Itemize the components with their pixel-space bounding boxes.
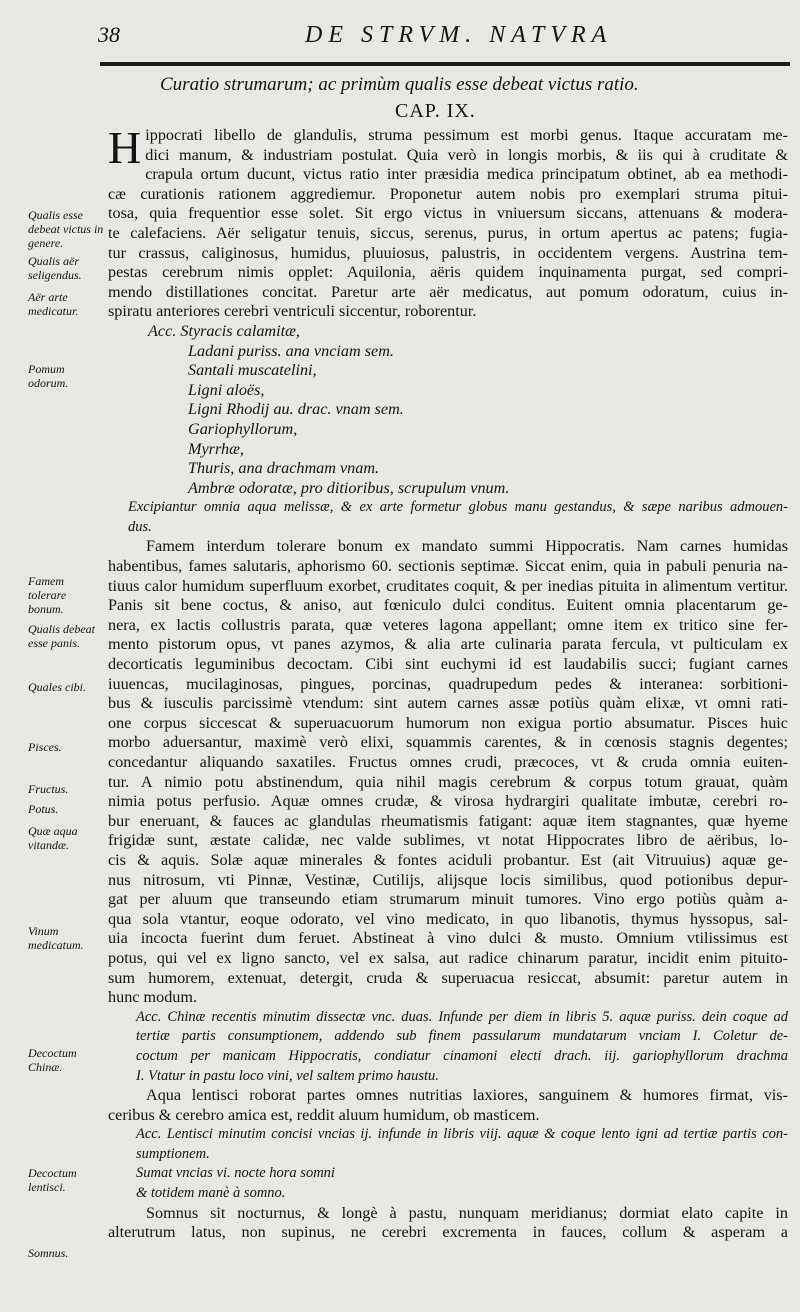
text-line: decorticatis leguminibus decoctam. Cibi sint euchymi id est laudabilis succi; fugiant carnes	[108, 655, 788, 674]
recipe-line: I. Vtatur in pastu loco vini, vel saltem primo haustu.	[136, 1067, 439, 1084]
recipe-line: Ambræ odoratæ, pro ditioribus, scrupulum vnum.	[188, 478, 510, 497]
text-line: cis & aquis. Solæ aquæ minerales & fontes aciduli probantur. Est (ait Vitruuius) aquæ ge-	[108, 850, 788, 869]
margin-note: Qualis debeat esse panis.	[28, 622, 95, 650]
margin-note: Aër arte medicatur.	[28, 290, 79, 318]
recipe-line: Ligni Rhodij au. drac. vnam sem.	[188, 400, 404, 419]
text-line: alterutrum latus, non supinus, ne cerebri excrementa in fauces, collum & asperam a	[108, 1223, 788, 1242]
text-line: Somnus sit nocturnus, & longè à pastu, nunquam meridianus; dormiat elato capite in	[146, 1203, 788, 1222]
margin-note: Fructus.	[28, 782, 69, 796]
margin-note: Quales cibi.	[28, 680, 86, 694]
margin-note: Vinum medicatum.	[28, 924, 84, 952]
text-line: one corpus siccescat & superuacuorum humorum non exigua portio absumatur. Pisces huic	[108, 713, 788, 732]
text-line: hunc modum.	[108, 988, 198, 1007]
recipe-line: Ladani puriss. ana vnciam sem.	[188, 341, 394, 360]
margin-note: Decoctum lentisci.	[28, 1166, 77, 1194]
text-line: tosa, quia frequentior esse solet. Sit ergo victus in vniuersum siccans, attenuans & modera-	[108, 204, 788, 223]
text-line: pestas cerebrum nimis opplet: Aquilonia, aëris quidem inquinamenta purgat, sed compri-	[108, 263, 788, 282]
text-line: concedantur aliquando saxatiles. Fructus omnes crudi, præcoces, vt & cruda omnia euiten-	[108, 753, 788, 771]
text-line: te calefaciens. Aër seligatur tenuis, siccus, serenus, purus, in ortum apertus ac patens; fugia-	[108, 223, 788, 242]
text-line: Panis sit bene coctus, & aniso, aut fœniculo dulci conditus. Euitent omnia placentarum ge-	[108, 596, 788, 615]
recipe-line: Acc. Lentisci minutim concisi vncias ij. infunde in libris viij. aquæ & coque lento igni ad tertiæ partis con-	[136, 1126, 788, 1143]
margin-note: Somnus.	[28, 1246, 69, 1260]
text-line: frigidæ sunt, æstate calidæ, nec valde sublimes, vt notat Hippocrates libro de aëribus, lo-	[108, 831, 788, 850]
text-line: ippocrati libello de glandulis, struma pessimum est morbi genus. Itaque accuratam me-	[145, 126, 788, 144]
text-line: Famem interdum tolerare bonum ex mandato summi Hippocratis. Nam carnes humidas	[146, 537, 788, 556]
page-number: 38	[98, 22, 120, 47]
text-line: crapula ortum ducunt, victus ratio inter præsidia medica principatum obtinet, ab ea methodi-	[145, 165, 788, 184]
text-line: nus nitrosum, vti Pinnæ, Vestinæ, Cutilijs, alijsque locis similibus, quod potionibus depur-	[108, 870, 788, 889]
margin-note: Potus.	[28, 802, 59, 816]
text-line: bur eneruant, & fauces ac glandulas rheumatismis fatigant: aquæ item stagnantes, quæ hyeme	[108, 811, 788, 830]
text-line: cæ curationis rationem aggrediemur. Proponetur autem nobis pro exemplari struma pitui-	[108, 184, 788, 203]
recipe-line: dus.	[128, 518, 152, 535]
body-text	[108, 122, 788, 1243]
text-line: spiratu anteriores cerebri ventriculi siccentur, roborentur.	[108, 302, 477, 321]
drop-cap: H	[108, 122, 142, 173]
text-line: potus, qui vel ex ligno sancto, vel ex salsa, aut radice chinarum paratur, incidit enim pituito-	[108, 948, 788, 967]
margin-note: Qualis aër seligendus.	[28, 254, 82, 282]
text-line: tur. A nimio potu abstinendum, quia nihil magis cerebrum & corpus totum grauat, quàm	[108, 772, 788, 791]
margin-note: Decoctum Chinæ.	[28, 1046, 77, 1074]
recipe-line: & totidem manè à somno.	[136, 1185, 286, 1202]
recipe-line: coctum per manicam Hippocratis, condiatur cinamoni electi drach. iij. gariophyllorum drachma	[136, 1047, 788, 1064]
text-line: qua sola vtantur, eoque odorato, vel vino medicato, in quo libanotis, thymus hyssopus, sal-	[108, 909, 788, 928]
text-line: morbo aduersantur, maximè verò elixi, squammis carentes, & in cœnosis stagnis degentes;	[108, 733, 788, 752]
text-line: nimia potus perfusio. Aquæ omnes crudæ, & virosa hydrargiri qualitate imbutæ, cerebri ro-	[108, 792, 788, 811]
text-line: Aqua lentisci roborat partes omnes nutritias laxiores, sanguinem & humores firmat, vis-	[146, 1086, 788, 1105]
recipe-line: Ligni aloës,	[188, 380, 265, 399]
margin-note: Famem tolerare bonum.	[28, 574, 67, 616]
margin-note: Qualis esse debeat victus in genere.	[28, 208, 104, 250]
text-line: nera, ex lactis collustris parata, quæ veteres lagona appellant; omne item ex tritico sine fer-	[108, 615, 788, 634]
text-line: uia incocta fuerint dum feruet. Abstineat à vino dulci & musto. Omnium vtilissimus est	[108, 929, 788, 948]
text-line: habentibus, fames salutaris, aphorismo 60. sectionis septimæ. Siccat enim, quia in pabuli penuria na-	[108, 557, 788, 576]
recipe-line: Acc. Styracis calamitæ,	[148, 321, 300, 340]
recipe-line: Acc. Chinæ recentis minutim dissectæ vnc. duas. Infunde per diem in libris 5. aquæ puriss. dein coque ad	[136, 1008, 788, 1025]
text-line: dici manum, & industriam postulat. Quia verò in longis morbis, & iis qui à cruditate &	[145, 145, 788, 164]
chapter-subtitle: Curatio strumarum; ac primùm qualis esse debeat victus ratio.	[160, 74, 639, 95]
text-line: mento pistorum opus, vt panes azymos, & alia arte culinaria parata fercula, vt pulticulam ex	[108, 635, 788, 654]
margin-note: Quæ aqua vitandæ.	[28, 824, 78, 852]
header-rule	[100, 62, 790, 66]
margin-note: Pisces.	[28, 740, 62, 754]
text-line: tiuus calor humidum superfluum exorbet, cruditates coquit, & per inedias pituita in alimentum vertitur.	[108, 576, 788, 595]
text-line: gat per aluum que transeundo etiam strumarum minuit tumores. Vino ergo potiùs quàm a-	[108, 890, 788, 909]
recipe-line: Gariophyllorum,	[188, 419, 298, 438]
chapter-heading: CAP. IX.	[395, 100, 476, 122]
text-line: tur crassus, caliginosus, humidus, pluuiosus, palustris, in occidentem vergens. Austrina tem-	[108, 243, 788, 262]
text-line: sum humorem, extenuat, detergit, cruda & superuacua resiccat, absumit: paretur autem in	[108, 968, 788, 987]
recipe-line: tertiæ partis consumptionem, addendo sub finem passularum mundatarum vnciam I. Coletur de-	[136, 1028, 788, 1045]
text-line: ceribus & cerebro amica est, reddit aluum humidum, ob masticem.	[108, 1105, 540, 1124]
running-title: DE STRVM. NATVRA	[305, 22, 613, 48]
recipe-line: Santali muscatelini,	[188, 361, 317, 380]
text-line: bus & iusculis parcissimè vtendum: sint autem carnes assæ potiùs quàm elixæ, vt omni rati-	[108, 694, 788, 713]
text-line: iuuencas, mucilaginosas, pingues, porcinas, quadrupedum pedes & interanea: sorbitioni-	[108, 674, 788, 693]
recipe-line: Excipiantur omnia aqua melissæ, & ex arte formetur globus manu gestandus, & sæpe naribus admouen-	[128, 499, 788, 516]
recipe-line: Thuris, ana drachmam vnam.	[188, 459, 380, 478]
margin-note: Pomum odorum.	[28, 362, 69, 390]
recipe-line: sumptionem.	[136, 1145, 210, 1162]
recipe-line: Myrrhæ,	[188, 439, 244, 458]
recipe-line: Sumat vncias vi. nocte hora somni	[136, 1165, 335, 1182]
text-line: mendo distillationes concitat. Paretur arte aër medicatus, aut pomum odoratum, cuius in-	[108, 282, 788, 301]
